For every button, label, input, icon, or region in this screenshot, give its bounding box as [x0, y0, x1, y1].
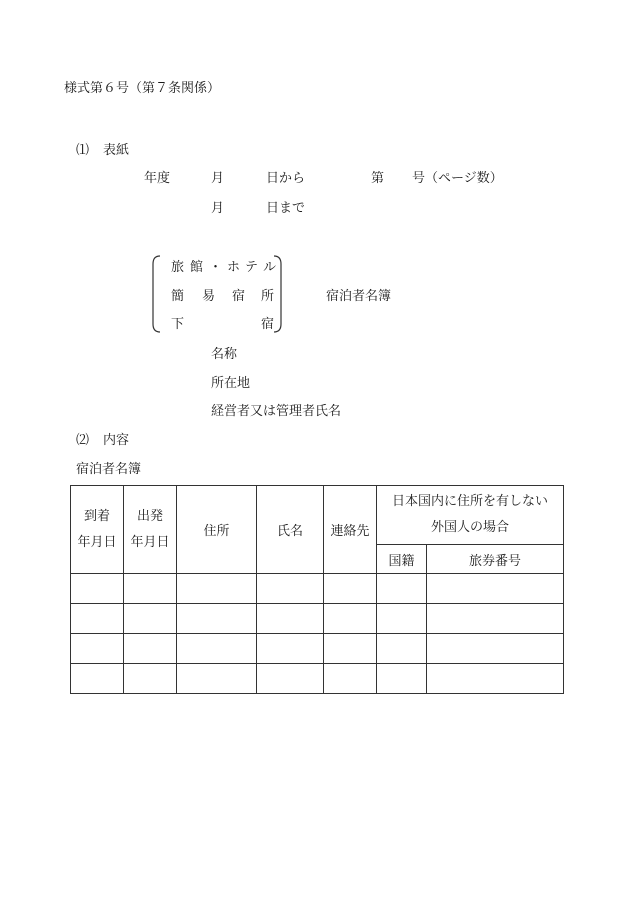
table-cell — [71, 574, 124, 604]
table-cell — [177, 634, 257, 664]
left-bracket — [148, 254, 162, 334]
table-cell — [324, 574, 377, 604]
type-char: 宿 — [261, 317, 275, 332]
type-char: 所 — [261, 289, 275, 304]
field-name-label: 名称 — [211, 347, 238, 362]
cover-tsuki-1: 月 — [211, 171, 225, 186]
type-char: 宿 — [232, 289, 246, 304]
field-address-label: 所在地 — [211, 376, 251, 391]
table-cell — [377, 634, 427, 664]
guest-register-table — [70, 485, 564, 694]
table-cell — [71, 604, 124, 634]
cover-nendo: 年度 — [144, 171, 171, 186]
table-cell — [177, 574, 257, 604]
type-char: ル — [263, 260, 277, 275]
table-cell — [124, 574, 177, 604]
table-cell — [324, 634, 377, 664]
header-departure-date: 出発 年月日 — [124, 486, 177, 574]
table-cell — [377, 574, 427, 604]
header-address: 住所 — [177, 486, 257, 574]
table-cell — [427, 574, 564, 604]
table-cell — [124, 664, 177, 694]
table-cell — [71, 664, 124, 694]
table-cell — [177, 664, 257, 694]
table-cell — [427, 634, 564, 664]
header-arrival-date: 到着 年月日 — [71, 486, 124, 574]
table-cell — [177, 604, 257, 634]
table-cell — [257, 574, 324, 604]
cover-go-pages: 号（ページ数） — [412, 171, 503, 186]
table-cell — [324, 664, 377, 694]
cover-dai: 第 — [371, 171, 385, 186]
table-cell — [377, 604, 427, 634]
form-title: 様式第６号（第７条関係） — [64, 81, 221, 96]
cover-hi-made: 日まで — [266, 201, 306, 216]
header-passport-number: 旅券番号 — [427, 545, 564, 574]
type-char: ホ — [227, 260, 241, 275]
table-cell — [324, 604, 377, 634]
section-1-title: 表紙 — [103, 143, 130, 158]
table-cell — [427, 604, 564, 634]
table-row — [71, 664, 564, 694]
table-row — [71, 604, 564, 634]
type-char: 旅 — [171, 260, 185, 275]
table-row — [71, 574, 564, 604]
field-operator-label: 経営者又は管理者氏名 — [211, 404, 342, 419]
table-row — [71, 634, 564, 664]
header-nationality: 国籍 — [377, 545, 427, 574]
table-cell — [71, 634, 124, 664]
table-cell — [377, 664, 427, 694]
table-caption: 宿泊者名簿 — [76, 462, 142, 477]
header-name: 氏名 — [257, 486, 324, 574]
type-char: テ — [245, 260, 259, 275]
header-contact: 連絡先 — [324, 486, 377, 574]
section-2-title: 内容 — [103, 433, 130, 448]
table-cell — [257, 634, 324, 664]
header-foreign-group: 日本国内に住所を有しない 外国人の場合 — [377, 486, 564, 545]
type-char: 易 — [202, 289, 216, 304]
type-char: 館 — [190, 260, 204, 275]
section-2-label: ⑵ — [76, 433, 90, 448]
type-char: 下 — [171, 317, 185, 332]
table-cell — [257, 604, 324, 634]
table-cell — [124, 604, 177, 634]
table-cell — [124, 634, 177, 664]
table-cell — [427, 664, 564, 694]
cover-tsuki-2: 月 — [211, 201, 225, 216]
section-1-label: ⑴ — [76, 143, 90, 158]
type-char: ・ — [209, 260, 223, 275]
cover-hi-kara: 日から — [266, 171, 306, 186]
cover-register-label: 宿泊者名簿 — [326, 289, 392, 304]
table-cell — [257, 664, 324, 694]
type-char: 簡 — [171, 289, 185, 304]
